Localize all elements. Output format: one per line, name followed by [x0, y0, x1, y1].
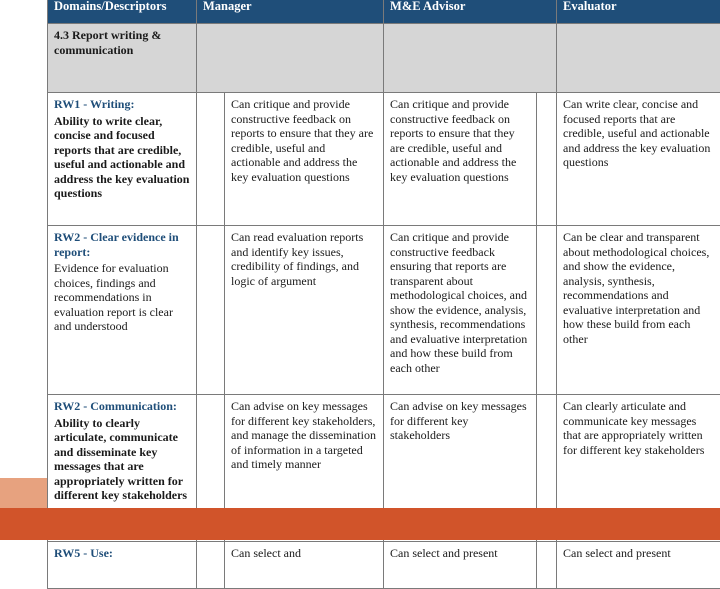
row-title: RW1 - Writing: [54, 97, 190, 112]
spacer-cell [197, 93, 225, 226]
manager-cell: Can advise on key messages for different key stakeholders, and manage the dissemination of information in a targeted and timely manner [225, 395, 384, 542]
table-row [48, 226, 720, 395]
header-me-advisor: M&E Advisor [384, 0, 557, 24]
footer-band [0, 508, 720, 540]
spacer-cell [537, 93, 557, 226]
me-advisor-cell: Can critique and provide constructive feedback on reports to ensure that they are credible, useful and actionable and address the key evaluation questions [384, 93, 537, 226]
header-manager: Manager [197, 0, 384, 24]
manager-cell: Can critique and provide constructive feedback on reports to ensure that they are credible, useful and actionable and address the key evaluation questions [225, 93, 384, 226]
evaluator-cell: Can clearly articulate and communicate key messages that are appropriately written for different key stakeholders [557, 395, 720, 542]
row-title: RW5 - Use: [54, 546, 190, 561]
manager-cell: Can select and [225, 542, 384, 589]
section-cell-me [384, 24, 557, 93]
header-row [48, 0, 720, 24]
row-title: RW2 - Communication: [54, 399, 190, 414]
row-descriptor: Ability to clearly articulate, communicate and disseminate key messages that are appropriately written for different key stakeholders [54, 416, 187, 503]
row-descriptor: Evidence for evaluation choices, findings and recommendations in evaluation report is clear and understood [54, 261, 173, 333]
section-row [48, 24, 720, 93]
spacer-cell [537, 226, 557, 395]
header-evaluator: Evaluator [557, 0, 720, 24]
table-row [48, 93, 720, 226]
descriptor-cell [48, 93, 197, 226]
competency-table [47, 0, 720, 589]
me-advisor-cell: Can select and present [384, 542, 537, 589]
evaluator-cell: Can be clear and transparent about methodological choices, and show the evidence, analysis, synthesis, recommendations and evaluative interpretation and how these build from each other [557, 226, 720, 395]
section-title: 4.3 Report writing & communication [48, 24, 197, 93]
me-advisor-cell: Can critique and provide constructive feedback ensuring that reports are transparent about methodological choices, and show the evidence, analysis, synthesis, recommendations and evaluative interpretation and how these build from each other [384, 226, 537, 395]
evaluator-cell: Can select and present [557, 542, 720, 589]
spacer-cell [537, 542, 557, 589]
table-row [48, 542, 720, 589]
accent-strip [0, 478, 47, 508]
spacer-cell [197, 226, 225, 395]
section-cell-evaluator [557, 24, 720, 93]
descriptor-cell [48, 542, 197, 589]
descriptor-cell [48, 226, 197, 395]
section-cell-manager [197, 24, 384, 93]
row-descriptor: Ability to write clear, concise and focused reports that are credible, useful and actionable and address the key evaluation questions [54, 114, 189, 201]
spacer-cell [197, 542, 225, 589]
me-advisor-cell: Can advise on key messages for different key stakeholders [384, 395, 537, 542]
manager-cell: Can read evaluation reports and identify key issues, credibility of findings, and logic of argument [225, 226, 384, 395]
header-domains: Domains/Descriptors [48, 0, 197, 24]
row-title: RW2 - Clear evidence in report: [54, 230, 190, 259]
evaluator-cell: Can write clear, concise and focused reports that are credible, useful and actionable and address the key evaluation questions [557, 93, 720, 226]
